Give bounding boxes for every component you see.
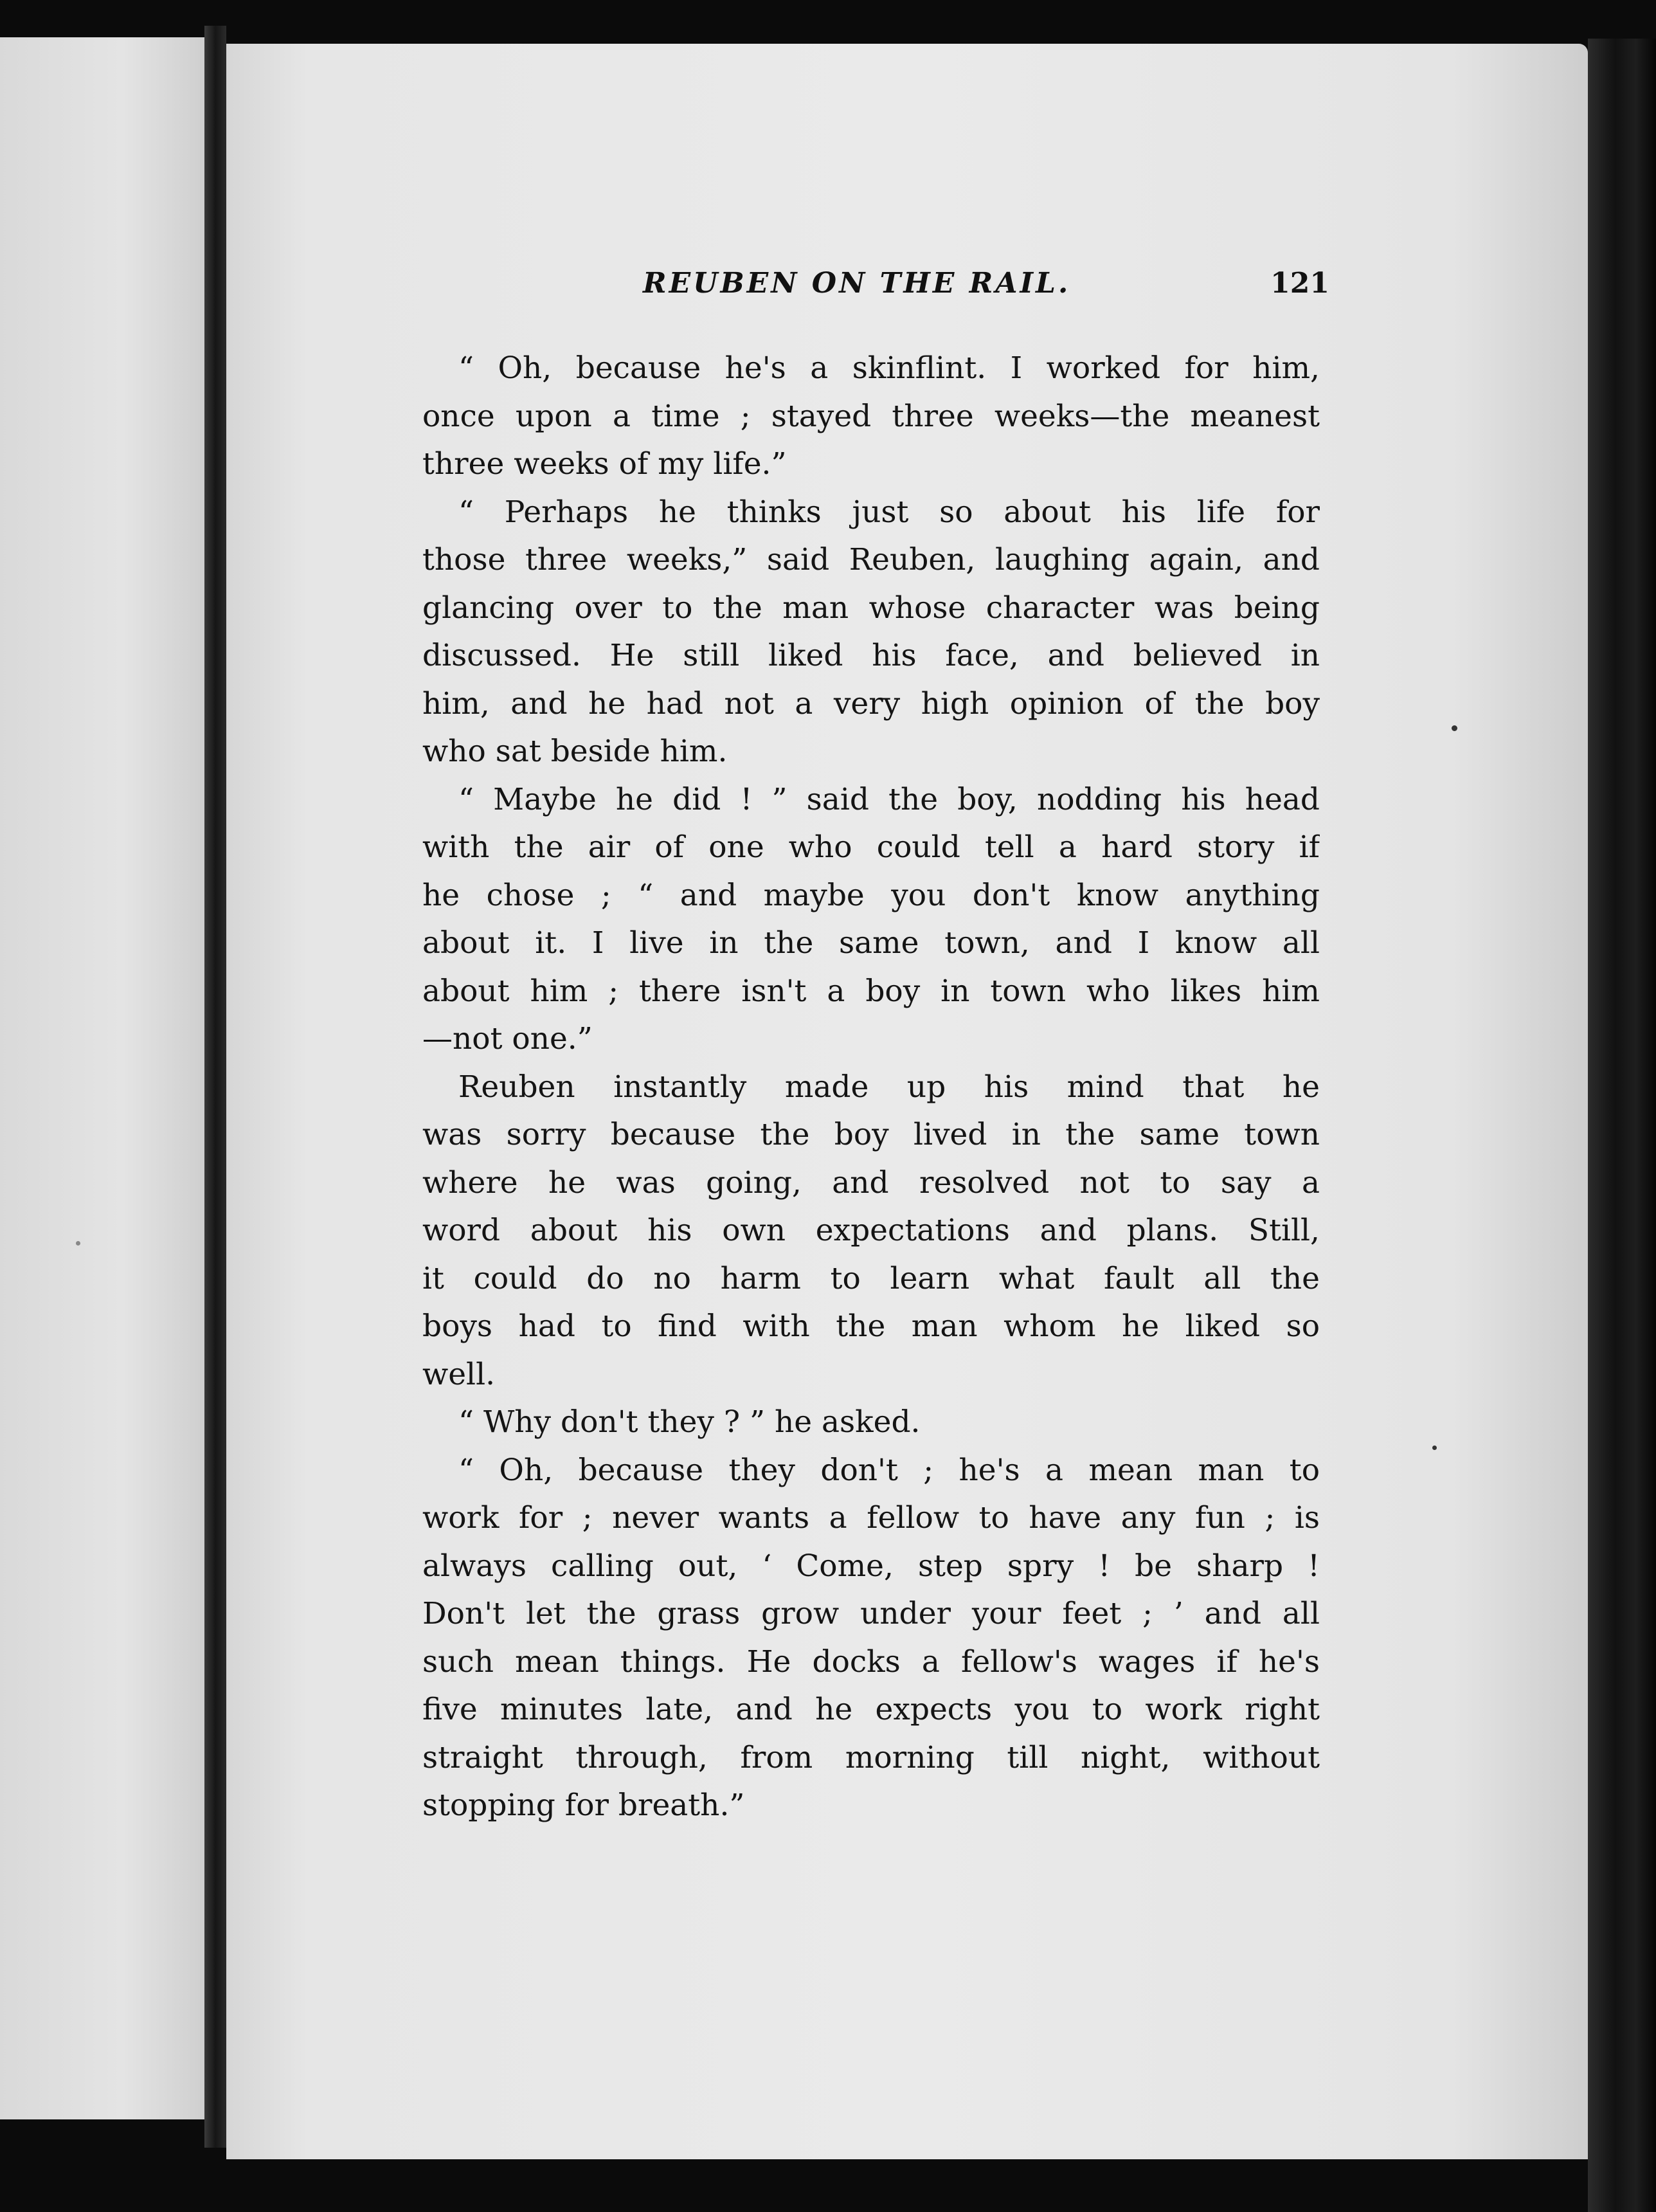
text-line: “ Maybe he did ! ” said the boy, nodding his head [458, 781, 1320, 817]
text-line: “ Oh, because they don't ; he's a mean man to [458, 1452, 1320, 1488]
ink-speck [76, 1241, 80, 1246]
text-line: discussed. He still liked his face, and believed in [422, 638, 1320, 673]
text-line: about it. I live in the same town, and I know all [422, 925, 1320, 961]
body-text [422, 345, 1320, 1830]
book-gutter [204, 26, 226, 2148]
running-head: REUBEN ON THE RAIL. [643, 267, 1071, 300]
page-number: 121 [1270, 267, 1329, 300]
text-line: stopping for breath.” [422, 1788, 745, 1823]
text-line: “ Oh, because he's a skinflint. I worked for him, [458, 350, 1320, 386]
text-line: such mean things. He docks a fellow's wages if he's [422, 1644, 1320, 1680]
text-line: glancing over to the man whose character was being [422, 590, 1320, 626]
paragraph [422, 1399, 1320, 1447]
text-line: work for ; never wants a fellow to have any fun ; is [422, 1500, 1320, 1536]
text-line: he chose ; “ and maybe you don't know anything [422, 877, 1320, 913]
text-line: him, and he had not a very high opinion of the boy [422, 685, 1320, 721]
text-line: Reuben instantly made up his mind that he [458, 1069, 1320, 1105]
paragraph [422, 1447, 1320, 1830]
text-line: —not one.” [422, 1021, 593, 1056]
text-line: where he was going, and resolved not to say a [422, 1165, 1320, 1201]
text-line: always calling out, ‘ Come, step spry ! be sharp ! [422, 1548, 1320, 1584]
text-line: about him ; there isn't a boy in town who likes him [422, 973, 1320, 1009]
text-line: “ Perhaps he thinks just so about his life for [458, 494, 1320, 530]
text-line: who sat beside him. [422, 734, 728, 769]
paragraph [422, 345, 1320, 489]
text-line: those three weeks,” said Reuben, laughing again, and [422, 542, 1320, 577]
text-line: five minutes late, and he expects you to work right [422, 1692, 1320, 1727]
text-line: with the air of one who could tell a hard story if [422, 830, 1320, 865]
book-binding-edge [1588, 39, 1656, 2212]
text-line: word about his own expectations and plans. Still, [422, 1213, 1320, 1248]
paragraph [422, 1064, 1320, 1399]
text-line: well. [422, 1356, 496, 1392]
left-facing-page [0, 37, 204, 2119]
text-line: Don't let the grass grow under your feet ; ’ and all [422, 1596, 1320, 1631]
text-line: once upon a time ; stayed three weeks—the meanest [422, 398, 1320, 434]
ink-speck [1452, 725, 1457, 731]
text-line: was sorry because the boy lived in the same town [422, 1117, 1320, 1152]
text-line: boys had to find with the man whom he liked so [422, 1309, 1320, 1344]
paragraph [422, 489, 1320, 776]
paragraph [422, 776, 1320, 1064]
ink-speck [1432, 1446, 1437, 1450]
text-line: it could do no harm to learn what fault all the [422, 1260, 1320, 1296]
text-line: three weeks of my life.” [422, 446, 787, 482]
text-line: straight through, from morning till night, without [422, 1739, 1320, 1775]
text-line: “ Why don't they ? ” he asked. [458, 1404, 921, 1440]
page-header [419, 267, 1329, 312]
